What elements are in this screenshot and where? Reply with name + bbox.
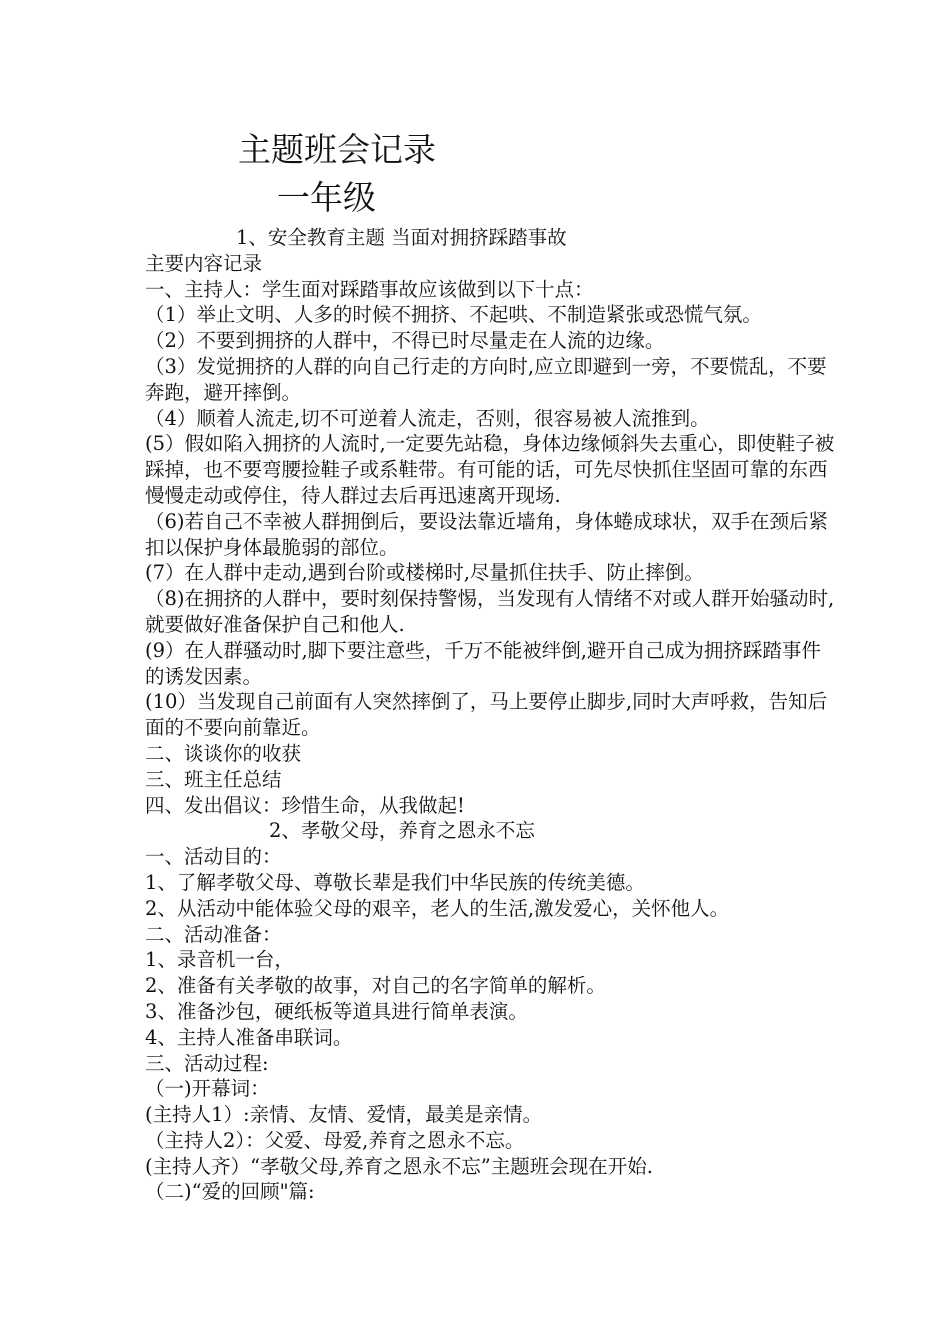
text-line: （主持人2）：父爱、母爱,养育之恩永不忘。 <box>145 1128 525 1152</box>
list-item: (10）当发现自己前面有人突然摔倒了，马上要停止脚步,同时大声呼救，告知后面的不要向前靠近。 <box>145 690 828 740</box>
list-item: （4）顺着人流走,切不可逆着人流走，否则，很容易被人流推到。 <box>145 406 710 430</box>
text-line: 三、班主任总结 <box>145 767 282 791</box>
section-heading-2: 2、孝敬父母，养育之恩永不忘 <box>269 819 535 843</box>
text-line: (主持人1）:亲情、友情、爱情，最美是亲情。 <box>145 1103 543 1127</box>
text-line: 四、发出倡议：珍惜生命，从我做起! <box>145 793 465 817</box>
text-line: (主持人齐）“孝敬父母,养育之恩永不忘”主题班会现在开始. <box>145 1154 653 1178</box>
text-line: （一)开幕词： <box>145 1077 270 1101</box>
grade-heading: 一年级 <box>277 178 376 217</box>
document-body <box>145 225 835 1205</box>
list-item: （1）举止文明、人多的时候不拥挤、不起哄、不制造紧张或恐慌气氛。 <box>145 303 762 327</box>
text-line: （二)“爱的回顾"篇: <box>145 1180 315 1204</box>
list-item: （3）发觉拥挤的人群的向自己行走的方向时,应立即避到一旁，不要慌乱，不要奔跑，避开摔倒。 <box>145 354 827 404</box>
text-line: 3、准备沙包，硬纸板等道具进行简单表演。 <box>145 999 528 1023</box>
text-line: 2、准备有关孝敬的故事，对自己的名字简单的解析。 <box>145 974 606 998</box>
list-item: (9）在人群骚动时,脚下要注意些，千万不能被绊倒,避开自己成为拥挤踩踏事件的诱发因素。 <box>145 638 821 688</box>
text-line: 2、从活动中能体验父母的艰辛，老人的生活,激发爱心，关怀他人。 <box>145 896 730 920</box>
list-item: （8)在拥挤的人群中，要时刻保持警惕，当发现有人情绪不对或人群开始骚动时,就要做好准备保护自己和他人. <box>145 587 835 636</box>
list-item: (7）在人群中走动,遇到台阶或楼梯时,尽量抓住扶手、防止摔倒。 <box>145 561 704 585</box>
text-line: 4、主持人准备串联词。 <box>145 1025 353 1049</box>
text-line: 1、了解孝敬父母、尊敬长辈是我们中华民族的传统美德。 <box>145 870 645 894</box>
text-line: 二、活动准备： <box>145 922 282 946</box>
document-title: 主题班会记录 <box>238 130 436 169</box>
text-line: 一、活动目的： <box>145 845 282 869</box>
text-line: 主要内容记录 <box>145 251 263 275</box>
list-item: (5）假如陷入拥挤的人流时,一定要先站稳，身体边缘倾斜失去重心，即使鞋子被踩掉，也不要弯腰捡鞋子或系鞋带。有可能的话，可先尽快抓住坚固可靠的东西慢慢走动或停住，待人群过去后再迅速离开现场. <box>145 432 835 507</box>
text-line: 1、录音机一台， <box>145 948 294 972</box>
list-item: （6)若自己不幸被人群拥倒后，要设法靠近墙角，身体蜷成球状，双手在颈后紧扣以保护身体最脆弱的部位。 <box>145 509 829 559</box>
list-item: （2）不要到拥挤的人群中，不得已时尽量走在人流的边缘。 <box>145 329 665 353</box>
text-line: 一、主持人：学生面对踩踏事故应该做到以下十点： <box>145 277 594 301</box>
text-line: 二、谈谈你的收获 <box>145 741 302 765</box>
section-heading-1: 1、安全教育主题 当面对拥挤踩踏事故 <box>236 226 567 249</box>
text-line: 三、活动过程: <box>145 1051 269 1075</box>
